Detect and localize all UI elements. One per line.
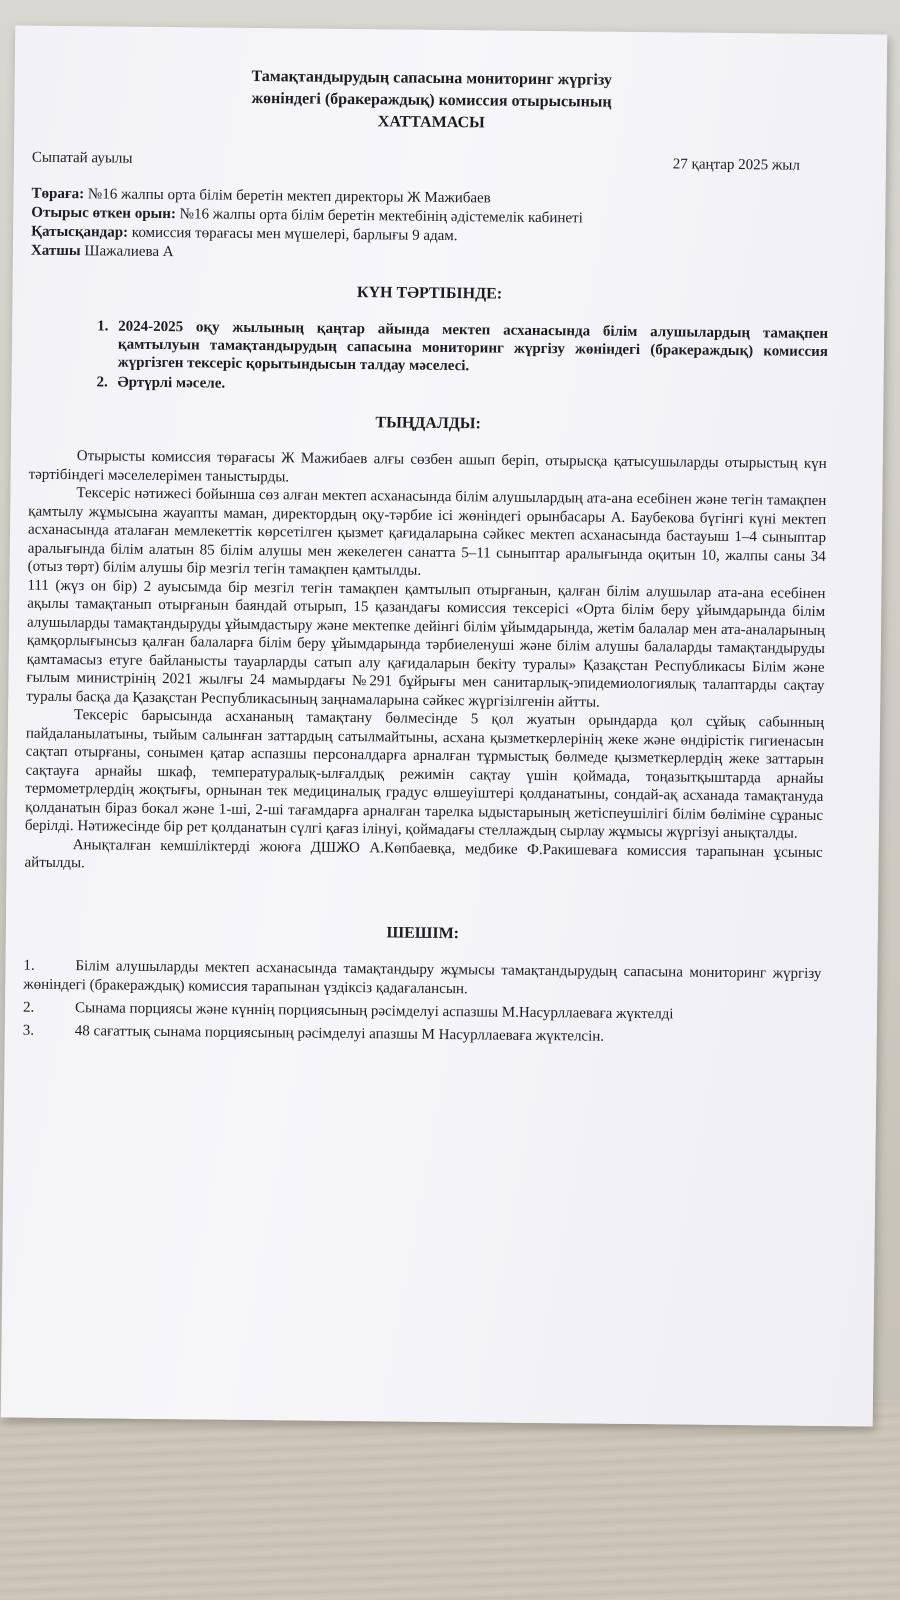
decision-text: Сынама порциясы және күннің порциясының рәсімделуі аспазшы М.Насурллаеваға жүктелді: [74, 999, 674, 1022]
decision-text: Білім алушыларды мектеп асханасында тамақтандыру жұмысы тамақтандырудың сапасына мониторинг жүргізу жөніндегі (бракераждық) комиссия тарапынан үздіксіз қадағалансын.: [23, 957, 822, 997]
decision-heading: ШЕШІМ:: [386, 923, 460, 942]
place: Сыпатай ауылы: [31, 149, 133, 167]
meeting-details: [31, 185, 830, 269]
venue-value: №16 жалпы орта білім беретін мектебінің әдістемелік кабинеті: [175, 206, 583, 227]
place-date-row: [32, 150, 830, 175]
title-line-1: Тамақтандырудың сапасына мониторинг жүргізу: [251, 67, 613, 89]
decision-number: 1.: [23, 957, 35, 974]
heard-heading: ТЫҢДАЛДЫ:: [375, 414, 481, 433]
participants-value: комиссия төрағасы мен мүшелері, барлығы 9 адам.: [128, 224, 458, 245]
decision-number: 2.: [22, 999, 35, 1016]
decision-item: [23, 998, 821, 1025]
chair-label: Төраға:: [31, 185, 85, 203]
document-content: [23, 64, 831, 1053]
decision-item: [23, 956, 821, 1002]
venue-label: Отырыс өткен орын:: [31, 204, 177, 223]
title-line-3: ХАТТАМАСЫ: [377, 113, 485, 132]
decision-number: 3.: [22, 1022, 35, 1039]
document-title: [32, 64, 831, 138]
heard-paragraph-4: Тексеріс барысында асхананың тамақтану бөлмесінде 5 қол жуатын орындарда қол сұйық сабынның пайдаланылатыны, тыйым салынған заттардың сатылмайтыны, асхана қызметкерлерінің жеке және өндірістік гигиенасын сақтап отырғаны, сонымен қатар аспазшы персоналдарға арналған тұрмыстық бөлмеде қызметкерлердің жеке заттарын сақтауға арнайы шкаф, температуралық-ылғалдық режимін сақтау үшін қоймада, тоңазытқыштарда арнайы термометрлердің жоқтығы, орнынан тек медициналық градус өлшеуіштері қолданатыны, сондай-ақ асханада тамақтануда қолданатын біраз бокал және 1-ші, 2-ші тағамдарға арналған тарелка ыдыстарының жетіспеушілігі білім бөліміне сұраныс берілді. Нәтижесінде бір рет қолданатын сүлгі қағаз ілінуі, қоймадағы стеллаждың сырлау жұмысы жүргізуі анықталды.: [24, 707, 825, 842]
agenda-item: 1. 2024-2025 оқу жылының қаңтар айында мектеп асханасында білім алушылардың тамақпен қамтылуын тамақтандырудың сапасына мониторинг жүргізу жөніндегі (бракераждық) комиссия жүргізген тексеріс қорытындысын талдау мәселесі.: [112, 318, 829, 379]
chair-value: №16 жалпы орта білім беретін мектеп директоры Ж Мажибаев: [84, 186, 491, 207]
participants-label: Қатысқандар:: [31, 223, 129, 241]
document-page: [1, 25, 888, 1426]
secretary-label: Хатшы: [30, 242, 81, 260]
decision-item: [23, 1021, 821, 1048]
heard-paragraph-5: Анықталған кемшіліктерді жоюға ДШЖО А.Көпбаевқа, медбике Ф.Ракишеваға комиссия тарапынан ұсыныс айтылды.: [24, 836, 823, 872]
heard-paragraph-2: Тексеріс нәтижесі бойынша сөз алған мектеп асханасында білім алушылардың ата-ана есебінен және тегін тамақпен қамтылу жұмысына жауапты маман, директордың оқу-тәрбие ісі жөніндегі орынбасары А. Баубекова бүгінгі күні мектеп асханасында аталаған мемлекеттік көрсетілген қызмет қағидаларына сәйкес мектеп асханасында бастауыш 1–4 сыныптар аралығында білім алатын 85 білім алушы мен жекелеген санатта 5–11 сыныптар аралығында оқитын 10, жалпы саны 34 (отыз төрт) білім алушы бір мезгіл тегін тамақпен қамтылды.: [27, 485, 827, 579]
heard-paragraph-3: 111 (жүз он бір) 2 ауысымда бір мезгіл тегін тамақпен қамтылып отырғанын, қалған білім алушылар ата-ана есебінен ақылы тамақтанып отырғанын баяндай отырып, 15 қазандағы комиссия тексерісі «Орта білім беру ұйымдарында білім алушыларды тамақтандыруды ұйымдастыру және мектепке дейінгі білім ұйымдарында, жетім балалар мен ата-аналарының қамқорлығынсыз қалған балаларға білім беру ұйымдарында тәрбиеленуші және білім алушы балаларды тамақтандыруды қамтамасыз етуге байланысты тауарларды сатып алу қағидаларын бекіту туралы» Қазақстан Республикасы Білім және ғылым министрінің 2021 жылғы 24 мамырдағы №291 бұйрығы мен санитарлық-эпидемиологиялық талаптарды сақтау туралы басқа да Қазақстан Республикасының заңнамаларына сәйкес жүргізілгенін айтты.: [26, 577, 826, 711]
decision-text: 48 сағаттық сынама порциясының рәсімделуі апазшы М Насурллаеваға жүктелсін.: [74, 1022, 605, 1045]
agenda-item: 2. Әртүрлі мәселе.: [111, 374, 827, 399]
agenda-list: [29, 317, 828, 399]
agenda-heading: КҮН ТӘРТІБІНДЕ:: [356, 284, 503, 303]
decision-list: [23, 956, 822, 1048]
heard-paragraph-1: Отырысты комиссия төрағасы Ж Мажибаев алғы сөзбен ашып беріп, отырысқа қатысушыларды отырыстың күн тәртібіндегі мәселелерімен таныстырды.: [28, 448, 827, 485]
secretary-value: Шажалиева А: [80, 243, 174, 261]
title-line-2: жөніндегі (бракераждық) комиссия отырысының: [251, 89, 612, 111]
date: 27 қаңтар 2025 жыл: [672, 156, 800, 174]
table-surface: [0, 1400, 900, 1600]
